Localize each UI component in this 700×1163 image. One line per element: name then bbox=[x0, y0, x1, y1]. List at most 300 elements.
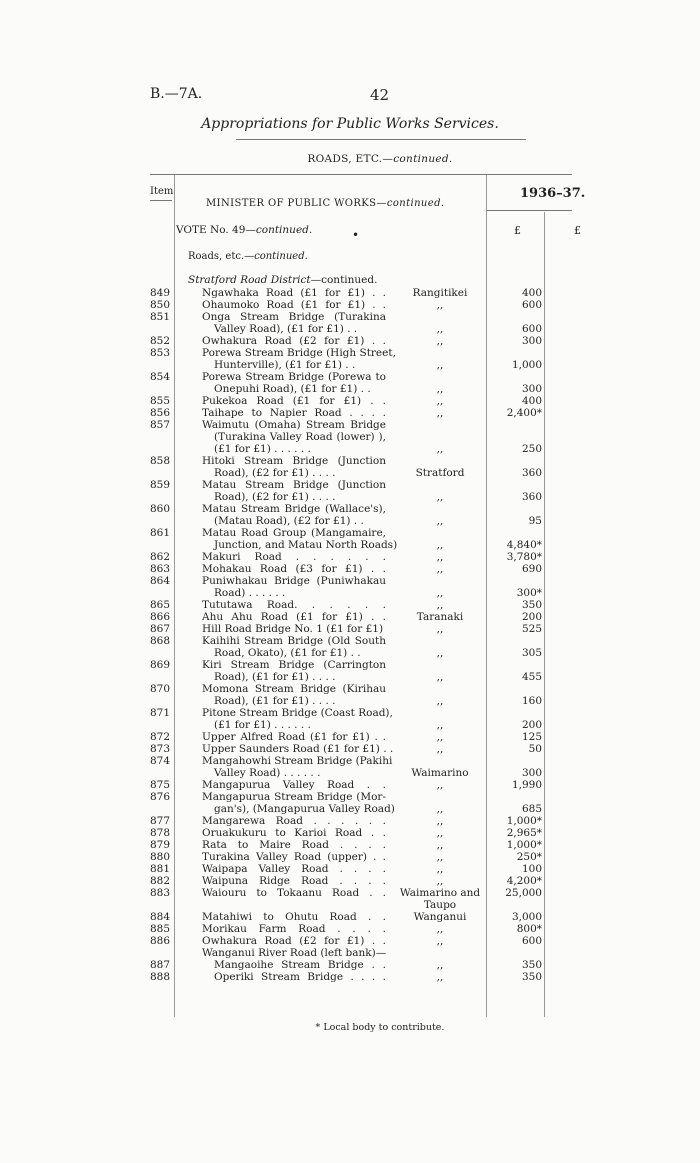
vote-cont: continued. bbox=[255, 224, 313, 236]
electorate-line: Wanganui bbox=[413, 911, 467, 923]
amount: 400 bbox=[521, 395, 542, 407]
table-row bbox=[0, 911, 700, 923]
electorate bbox=[392, 971, 488, 983]
amount: 350 bbox=[521, 971, 542, 983]
item-description bbox=[202, 599, 386, 611]
description-line: (Matau Road), (£2 for £1) . . bbox=[214, 515, 364, 527]
electorate bbox=[392, 887, 488, 911]
table-row bbox=[0, 527, 700, 551]
electorate-line: ,, bbox=[436, 719, 444, 731]
electorate bbox=[392, 959, 488, 971]
description-line: Road), (£2 for £1) . . . . bbox=[214, 491, 336, 503]
description-line: Matau Road Group (Mangamaire, bbox=[202, 527, 386, 539]
item-number: 849 bbox=[150, 287, 171, 299]
table-row bbox=[0, 935, 700, 947]
table-row bbox=[0, 611, 700, 623]
amount: 690 bbox=[521, 563, 542, 575]
item-number: 850 bbox=[150, 299, 171, 311]
electorate-line: ,, bbox=[436, 407, 444, 419]
electorate bbox=[392, 311, 488, 335]
item-number: 872 bbox=[150, 731, 171, 743]
description-line: Road), (£1 for £1) . . . . bbox=[214, 695, 336, 707]
item-description bbox=[202, 791, 395, 815]
item-description bbox=[202, 971, 386, 983]
electorate-spacer bbox=[392, 659, 488, 671]
item-description bbox=[202, 395, 386, 407]
title-rule bbox=[236, 139, 526, 140]
subtitle-cont: continued. bbox=[393, 153, 453, 165]
amount: 200 bbox=[521, 719, 542, 731]
item-description bbox=[202, 839, 386, 851]
table-row bbox=[0, 455, 700, 479]
electorate-spacer bbox=[392, 371, 488, 383]
electorate-line: ,, bbox=[436, 671, 444, 683]
item-number: 876 bbox=[150, 791, 171, 803]
electorate bbox=[392, 851, 488, 863]
electorate-line: ,, bbox=[436, 803, 444, 815]
description-line: Upper Saunders Road (£1 for £1) . . bbox=[202, 743, 394, 755]
item-description bbox=[202, 863, 386, 875]
description-line: Ngawhaka Road (£1 for £1) . . bbox=[202, 287, 386, 299]
description-line: Junction, and Matau North Roads) bbox=[214, 539, 398, 551]
description-line: Mangapurua Stream Bridge (Mor- bbox=[202, 791, 386, 803]
electorate-spacer bbox=[392, 755, 488, 767]
table-row bbox=[0, 419, 700, 455]
table-row bbox=[0, 479, 700, 503]
item-description bbox=[202, 815, 386, 827]
document-code: B.—7A. bbox=[150, 86, 203, 102]
electorate-line bbox=[392, 947, 488, 959]
item-number: 853 bbox=[150, 347, 171, 359]
amount: 600 bbox=[521, 935, 542, 947]
description-line: Kaihihi Stream Bridge (Old South bbox=[202, 635, 386, 647]
description-line: Waiouru to Tokaanu Road . . bbox=[202, 887, 386, 899]
electorate-spacer bbox=[392, 683, 488, 695]
electorate bbox=[392, 575, 488, 599]
description-line: Morikau Farm Road . . . . bbox=[202, 923, 386, 935]
table-row bbox=[0, 755, 700, 779]
electorate-line: ,, bbox=[436, 731, 444, 743]
description-line: Momona Stream Bridge (Kirihau bbox=[202, 683, 386, 695]
item-number: 871 bbox=[150, 707, 171, 719]
minister-cont: continued. bbox=[386, 198, 445, 209]
electorate-line: ,, bbox=[436, 779, 444, 791]
description-line: Ohaumoko Road (£1 for £1) . . bbox=[202, 299, 386, 311]
description-line: Mangaoihe Stream Bridge . . bbox=[214, 959, 386, 971]
item-number: 885 bbox=[150, 923, 171, 935]
description-line: Road, Okato), (£1 for £1) . . bbox=[214, 647, 361, 659]
electorate bbox=[392, 419, 488, 455]
amount: 455 bbox=[521, 671, 542, 683]
item-column-header: Item bbox=[150, 186, 174, 197]
item-description bbox=[202, 563, 386, 575]
amount: 400 bbox=[521, 287, 542, 299]
district-main: Stratford Road District bbox=[188, 274, 311, 286]
electorate-line: Waimarino bbox=[411, 767, 469, 779]
electorate-line: ,, bbox=[436, 491, 444, 503]
item-number: 886 bbox=[150, 935, 171, 947]
description-line: Hitoki Stream Bridge (Junction bbox=[202, 455, 386, 467]
item-description bbox=[202, 707, 393, 731]
electorate-line: ,, bbox=[436, 539, 444, 551]
electorate bbox=[392, 755, 488, 779]
description-line: Mangapurua Valley Road . . bbox=[202, 779, 386, 791]
item-number: 882 bbox=[150, 875, 171, 887]
electorate bbox=[392, 479, 488, 503]
item-number: 851 bbox=[150, 311, 171, 323]
electorate bbox=[392, 791, 488, 815]
item-description bbox=[202, 731, 386, 743]
table-row bbox=[0, 839, 700, 851]
electorate-line: ,, bbox=[436, 443, 444, 455]
item-description bbox=[202, 527, 398, 551]
electorate-line: ,, bbox=[436, 599, 444, 611]
amount: 300 bbox=[521, 335, 542, 347]
table-top-rule bbox=[150, 174, 572, 175]
subtitle-main: ROADS, ETC.— bbox=[307, 153, 394, 165]
electorate-spacer bbox=[392, 347, 488, 359]
electorate-spacer bbox=[392, 311, 488, 323]
item-description bbox=[202, 683, 386, 707]
district-cont: —continued. bbox=[310, 274, 378, 286]
description-line: Upper Alfred Road (£1 for £1) . . bbox=[202, 731, 386, 743]
description-line: Porewa Stream Bridge (Porewa to bbox=[202, 371, 386, 383]
pound-header-2: £ bbox=[574, 224, 581, 237]
electorate bbox=[392, 935, 488, 947]
table-row bbox=[0, 887, 700, 911]
description-line: Makuri Road . . . . . . bbox=[202, 551, 386, 563]
electorate bbox=[392, 635, 488, 659]
amount: 25,000 bbox=[505, 887, 542, 899]
electorate bbox=[392, 779, 488, 791]
item-number: 887 bbox=[150, 959, 171, 971]
electorate-line: ,, bbox=[436, 863, 444, 875]
item-description bbox=[202, 755, 393, 779]
electorate bbox=[392, 683, 488, 707]
description-line: Road), (£1 for £1) . . . . bbox=[214, 671, 336, 683]
electorate-spacer bbox=[392, 431, 488, 443]
table-row bbox=[0, 299, 700, 311]
stray-dot: • bbox=[352, 228, 360, 242]
amount: 200 bbox=[521, 611, 542, 623]
item-number: 870 bbox=[150, 683, 171, 695]
description-line: (Turakina Valley Road (lower) ), bbox=[214, 431, 386, 443]
electorate-line: ,, bbox=[436, 551, 444, 563]
item-rule bbox=[150, 200, 172, 201]
amount: 685 bbox=[521, 803, 542, 815]
item-description bbox=[202, 947, 386, 959]
item-description bbox=[202, 659, 386, 683]
item-description bbox=[202, 407, 386, 419]
electorate-line: Stratford bbox=[415, 467, 465, 479]
electorate-line: ,, bbox=[436, 959, 444, 971]
item-number: 858 bbox=[150, 455, 171, 467]
amount: 525 bbox=[521, 623, 542, 635]
table-row bbox=[0, 335, 700, 347]
description-line: Wanganui River Road (left bank)— bbox=[202, 947, 387, 959]
description-line: Pitone Stream Bridge (Coast Road), bbox=[202, 707, 393, 719]
amount: 2,400* bbox=[506, 407, 542, 419]
electorate bbox=[392, 335, 488, 347]
electorate bbox=[392, 827, 488, 839]
description-line: Onepuhi Road), (£1 for £1) . . bbox=[214, 383, 371, 395]
electorate-line: ,, bbox=[436, 383, 444, 395]
description-line: Waipuna Ridge Road . . . . bbox=[202, 875, 386, 887]
amount: 125 bbox=[521, 731, 542, 743]
item-description bbox=[202, 575, 386, 599]
description-line: (£1 for £1) . . . . . . bbox=[214, 719, 311, 731]
page-number: 42 bbox=[370, 86, 390, 104]
item-description bbox=[202, 623, 386, 635]
item-description bbox=[202, 935, 386, 947]
electorate-line: Taupo bbox=[423, 899, 457, 911]
item-number: 881 bbox=[150, 863, 171, 875]
electorate-line: ,, bbox=[436, 875, 444, 887]
table-row bbox=[0, 791, 700, 815]
description-line: Valley Road), (£1 for £1) . . bbox=[214, 323, 358, 335]
description-line: Puniwhakau Bridge (Puniwhakau bbox=[202, 575, 386, 587]
electorate-spacer bbox=[392, 527, 488, 539]
table-row bbox=[0, 503, 700, 527]
description-line: Waipapa Valley Road . . . . bbox=[202, 863, 386, 875]
electorate-line: ,, bbox=[436, 935, 444, 947]
electorate-line: ,, bbox=[436, 323, 444, 335]
amount: 4,840* bbox=[506, 539, 542, 551]
item-description bbox=[202, 743, 394, 755]
item-description bbox=[202, 311, 386, 335]
item-number: 878 bbox=[150, 827, 171, 839]
item-number: 861 bbox=[150, 527, 171, 539]
electorate-line: ,, bbox=[436, 515, 444, 527]
electorate-line: ,, bbox=[436, 851, 444, 863]
description-line: Waimutu (Omaha) Stream Bridge bbox=[202, 419, 386, 431]
amount: 1,990 bbox=[511, 779, 542, 791]
pound-header-1: £ bbox=[514, 224, 521, 237]
item-number: 857 bbox=[150, 419, 171, 431]
item-number: 865 bbox=[150, 599, 171, 611]
minister-main: MINISTER OF PUBLIC WORKS— bbox=[206, 198, 387, 209]
table-row bbox=[0, 707, 700, 731]
table-row bbox=[0, 575, 700, 599]
item-description bbox=[202, 851, 386, 863]
item-description bbox=[202, 455, 386, 479]
electorate bbox=[392, 611, 488, 623]
electorate-spacer bbox=[392, 503, 488, 515]
page-title: Appropriations for Public Works Services. bbox=[201, 116, 499, 132]
item-description bbox=[202, 779, 386, 791]
table-row bbox=[0, 779, 700, 791]
electorate bbox=[392, 503, 488, 527]
amount: 95 bbox=[528, 515, 542, 527]
item-number: 856 bbox=[150, 407, 171, 419]
description-line: Kiri Stream Bridge (Carrington bbox=[202, 659, 386, 671]
description-line: Operiki Stream Bridge . . . . bbox=[214, 971, 386, 983]
item-number: 868 bbox=[150, 635, 171, 647]
electorate bbox=[392, 911, 488, 923]
description-line: Mohakau Road (£3 for £1) . . bbox=[202, 563, 386, 575]
electorate-spacer bbox=[392, 479, 488, 491]
description-line: Road) . . . . . . bbox=[214, 587, 286, 599]
description-line: Oruakukuru to Karioi Road . . bbox=[202, 827, 386, 839]
item-description bbox=[202, 875, 386, 887]
section-subtitle bbox=[0, 153, 700, 165]
electorate bbox=[392, 563, 488, 575]
description-line: Hill Road Bridge No. 1 (£1 for £1) bbox=[202, 623, 384, 635]
electorate bbox=[392, 371, 488, 395]
table-row bbox=[0, 947, 700, 959]
electorate bbox=[392, 299, 488, 311]
description-line: Porewa Stream Bridge (High Street, bbox=[202, 347, 396, 359]
table-row bbox=[0, 395, 700, 407]
electorate bbox=[392, 815, 488, 827]
electorate-spacer bbox=[392, 575, 488, 587]
item-description bbox=[202, 335, 386, 347]
table-row bbox=[0, 551, 700, 563]
table-row bbox=[0, 635, 700, 659]
item-description bbox=[202, 371, 386, 395]
item-description bbox=[202, 479, 386, 503]
electorate-line: ,, bbox=[436, 815, 444, 827]
amount: 600 bbox=[521, 299, 542, 311]
electorate-line: ,, bbox=[436, 623, 444, 635]
amount: 3,000 bbox=[511, 911, 542, 923]
item-description bbox=[202, 299, 386, 311]
item-description bbox=[202, 503, 386, 527]
amount: 50 bbox=[528, 743, 542, 755]
amount: 100 bbox=[521, 863, 542, 875]
amount: 300* bbox=[516, 587, 542, 599]
item-number bbox=[150, 947, 180, 959]
table-row bbox=[0, 659, 700, 683]
table-row bbox=[0, 731, 700, 743]
description-line: Tututawa Road. . . . . . bbox=[202, 599, 386, 611]
amount: 1,000* bbox=[506, 839, 542, 851]
table-row bbox=[0, 407, 700, 419]
description-line: Valley Road) . . . . . . bbox=[214, 767, 321, 779]
table-row bbox=[0, 815, 700, 827]
item-number: 864 bbox=[150, 575, 171, 587]
description-line: Mangahowhi Stream Bridge (Pakihi bbox=[202, 755, 393, 767]
electorate-line: Taranaki bbox=[416, 611, 464, 623]
electorate-line: ,, bbox=[436, 587, 444, 599]
electorate bbox=[392, 839, 488, 851]
amount: 250 bbox=[521, 443, 542, 455]
electorate-line: ,, bbox=[436, 647, 444, 659]
footnote: * Local body to contribute. bbox=[315, 1022, 445, 1033]
item-description bbox=[202, 887, 386, 899]
item-number: 855 bbox=[150, 395, 171, 407]
electorate-line: Waimarino and bbox=[399, 887, 481, 899]
district-heading bbox=[188, 274, 377, 286]
electorate-line: ,, bbox=[436, 395, 444, 407]
vote-heading bbox=[176, 224, 312, 236]
item-number: 859 bbox=[150, 479, 171, 491]
amount: 600 bbox=[521, 323, 542, 335]
table-row bbox=[0, 959, 700, 971]
item-number: 852 bbox=[150, 335, 171, 347]
electorate bbox=[392, 551, 488, 563]
table-row bbox=[0, 683, 700, 707]
description-line: Matau Stream Bridge (Wallace's), bbox=[202, 503, 386, 515]
description-line: Matahiwi to Ohutu Road . . bbox=[202, 911, 386, 923]
amount: 250* bbox=[516, 851, 542, 863]
item-description bbox=[202, 611, 386, 623]
minister-heading bbox=[206, 198, 444, 209]
amount: 160 bbox=[521, 695, 542, 707]
electorate-line: ,, bbox=[436, 971, 444, 983]
table-row bbox=[0, 371, 700, 395]
amount: 1,000* bbox=[506, 815, 542, 827]
electorate bbox=[392, 527, 488, 551]
item-description bbox=[202, 827, 386, 839]
electorate bbox=[392, 455, 488, 479]
table-row bbox=[0, 563, 700, 575]
table-row bbox=[0, 599, 700, 611]
amount: 360 bbox=[521, 467, 542, 479]
electorate bbox=[392, 923, 488, 935]
electorate bbox=[392, 947, 488, 959]
amount: 360 bbox=[521, 491, 542, 503]
roads-main: Roads, etc.— bbox=[188, 251, 255, 262]
item-number: 862 bbox=[150, 551, 171, 563]
amount: 300 bbox=[521, 767, 542, 779]
item-number: 866 bbox=[150, 611, 171, 623]
item-number: 880 bbox=[150, 851, 171, 863]
table-row bbox=[0, 347, 700, 371]
amount: 3,780* bbox=[506, 551, 542, 563]
description-line: (£1 for £1) . . . . . . bbox=[214, 443, 311, 455]
description-line: Taihape to Napier Road . . . . bbox=[202, 407, 386, 419]
table-row bbox=[0, 311, 700, 335]
electorate bbox=[392, 707, 488, 731]
electorate-line: Rangitikei bbox=[412, 287, 468, 299]
description-line: Rata to Maire Road . . . . bbox=[202, 839, 386, 851]
electorate-spacer bbox=[392, 455, 488, 467]
item-number: 854 bbox=[150, 371, 171, 383]
description-line: Onga Stream Bridge (Turakina bbox=[202, 311, 386, 323]
table-row bbox=[0, 923, 700, 935]
year-rule bbox=[486, 210, 572, 211]
electorate bbox=[392, 731, 488, 743]
electorate bbox=[392, 623, 488, 635]
table-row bbox=[0, 863, 700, 875]
electorate-spacer bbox=[392, 707, 488, 719]
electorate-line: ,, bbox=[436, 299, 444, 311]
item-number: 884 bbox=[150, 911, 171, 923]
electorate-spacer bbox=[392, 419, 488, 431]
electorate-spacer bbox=[392, 635, 488, 647]
table-row bbox=[0, 287, 700, 299]
item-description bbox=[202, 419, 386, 455]
item-number: 873 bbox=[150, 743, 171, 755]
table-row bbox=[0, 827, 700, 839]
description-line: Matau Stream Bridge (Junction bbox=[202, 479, 386, 491]
amount: 350 bbox=[521, 959, 542, 971]
amount: 350 bbox=[521, 599, 542, 611]
description-line: Turakina Valley Road (upper) . . bbox=[202, 851, 386, 863]
item-number: 874 bbox=[150, 755, 171, 767]
item-number: 869 bbox=[150, 659, 171, 671]
electorate-line: ,, bbox=[436, 839, 444, 851]
electorate-line: ,, bbox=[436, 359, 444, 371]
item-number: 888 bbox=[150, 971, 171, 983]
description-line: Ahu Ahu Road (£1 for £1) . . bbox=[202, 611, 386, 623]
description-line: gan's), (Mangapurua Valley Road) bbox=[214, 803, 395, 815]
electorate-spacer bbox=[392, 791, 488, 803]
description-line: Pukekoa Road (£1 for £1) . . bbox=[202, 395, 386, 407]
item-number: 879 bbox=[150, 839, 171, 851]
roads-heading bbox=[188, 251, 308, 262]
